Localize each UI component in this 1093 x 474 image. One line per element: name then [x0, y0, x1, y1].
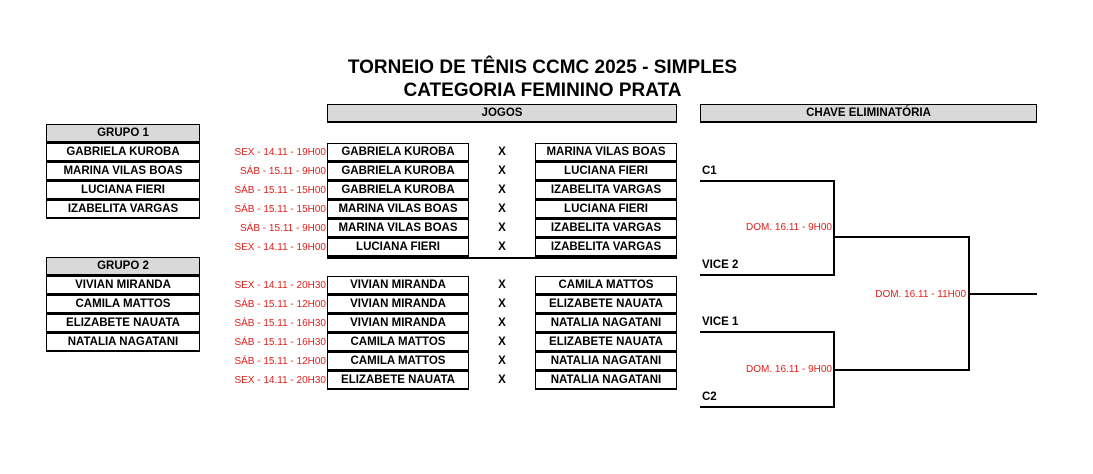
match-vs: X [498, 241, 506, 253]
match-date: SÁB - 15.11 - 15H00 [234, 204, 326, 215]
bracket-line [833, 180, 835, 276]
match-vs: X [498, 374, 506, 386]
semi-1-date: DOM. 16.11 - 9H00 [746, 222, 832, 233]
match-player-1: GABRIELA KUROBA [327, 143, 469, 162]
bracket-line [700, 274, 835, 276]
bracket-line [968, 236, 970, 371]
bracket-slot-vice2: VICE 2 [702, 259, 739, 271]
match-player-2: NATALIA NAGATANI [535, 314, 677, 333]
match-player-1: GABRIELA KUROBA [327, 181, 469, 200]
chave-eliminatoria-header: CHAVE ELIMINATÓRIA [700, 104, 1037, 123]
match-vs: X [498, 222, 506, 234]
match-player-1: MARINA VILAS BOAS [327, 200, 469, 219]
match-player-2: NATALIA NAGATANI [535, 371, 677, 390]
bracket-line [833, 236, 970, 238]
tournament-title: TORNEIO DE TÊNIS CCMC 2025 - SIMPLES [347, 57, 738, 78]
match-player-1: ELIZABETE NAUATA [327, 371, 469, 390]
match-player-2: NATALIA NAGATANI [535, 352, 677, 371]
match-date: SEX - 14.11 - 19H00 [234, 147, 326, 158]
match-vs: X [498, 165, 506, 177]
match-player-1: MARINA VILAS BOAS [327, 219, 469, 238]
match-date: SÁB - 15.11 - 15H00 [234, 185, 326, 196]
match-date: SÁB - 15.11 - 9H00 [240, 223, 326, 234]
bracket-slot-c2: C2 [702, 391, 717, 403]
category-title: CATEGORIA FEMININO PRATA [403, 80, 682, 101]
match-player-1: VIVIAN MIRANDA [327, 314, 469, 333]
jogos-group-separator [327, 257, 677, 259]
bracket-line [700, 180, 835, 182]
group-2-player: CAMILA MATTOS [46, 295, 200, 314]
match-date: SEX - 14.11 - 19H00 [234, 242, 326, 253]
match-vs: X [498, 355, 506, 367]
match-vs: X [498, 279, 506, 291]
match-player-2: ELIZABETE NAUATA [535, 333, 677, 352]
match-vs: X [498, 298, 506, 310]
match-player-1: VIVIAN MIRANDA [327, 295, 469, 314]
bracket-line [833, 369, 970, 371]
match-player-1: GABRIELA KUROBA [327, 162, 469, 181]
match-player-1: VIVIAN MIRANDA [327, 276, 469, 295]
group-1-header: GRUPO 1 [46, 124, 200, 143]
group-1-player: IZABELITA VARGAS [46, 200, 200, 219]
match-vs: X [498, 146, 506, 158]
match-player-2: IZABELITA VARGAS [535, 181, 677, 200]
bracket-slot-c1: C1 [702, 165, 717, 177]
match-player-2: CAMILA MATTOS [535, 276, 677, 295]
jogos-header: JOGOS [327, 104, 677, 123]
match-date: SÁB - 15.11 - 9H00 [240, 166, 326, 177]
match-vs: X [498, 336, 506, 348]
match-date: SEX - 14.11 - 20H30 [234, 375, 326, 386]
match-player-2: LUCIANA FIERI [535, 162, 677, 181]
match-player-2: MARINA VILAS BOAS [535, 143, 677, 162]
group-1-player: GABRIELA KUROBA [46, 143, 200, 162]
semi-2-date: DOM. 16.11 - 9H00 [746, 364, 832, 375]
match-player-2: IZABELITA VARGAS [535, 238, 677, 257]
final-date: DOM. 16.11 - 11H00 [875, 289, 966, 300]
group-2-player: VIVIAN MIRANDA [46, 276, 200, 295]
group-2-player: NATALIA NAGATANI [46, 333, 200, 352]
bracket-line [700, 406, 835, 408]
match-player-1: LUCIANA FIERI [327, 238, 469, 257]
group-2-player: ELIZABETE NAUATA [46, 314, 200, 333]
bracket-line [968, 293, 1037, 295]
match-date: SÁB - 15.11 - 16H30 [234, 318, 326, 329]
match-player-1: CAMILA MATTOS [327, 333, 469, 352]
match-player-2: LUCIANA FIERI [535, 200, 677, 219]
match-player-2: ELIZABETE NAUATA [535, 295, 677, 314]
match-player-1: CAMILA MATTOS [327, 352, 469, 371]
match-vs: X [498, 184, 506, 196]
bracket-slot-vice1: VICE 1 [702, 316, 739, 328]
match-date: SÁB - 15.11 - 12H00 [234, 299, 326, 310]
bracket-line [700, 331, 835, 333]
group-2-header: GRUPO 2 [46, 257, 200, 276]
match-player-2: IZABELITA VARGAS [535, 219, 677, 238]
match-vs: X [498, 317, 506, 329]
match-vs: X [498, 203, 506, 215]
group-1-player: MARINA VILAS BOAS [46, 162, 200, 181]
match-date: SEX - 14.11 - 20H30 [234, 280, 326, 291]
match-date: SÁB - 15.11 - 16H30 [234, 337, 326, 348]
group-1-player: LUCIANA FIERI [46, 181, 200, 200]
match-date: SÁB - 15.11 - 12H00 [234, 356, 326, 367]
